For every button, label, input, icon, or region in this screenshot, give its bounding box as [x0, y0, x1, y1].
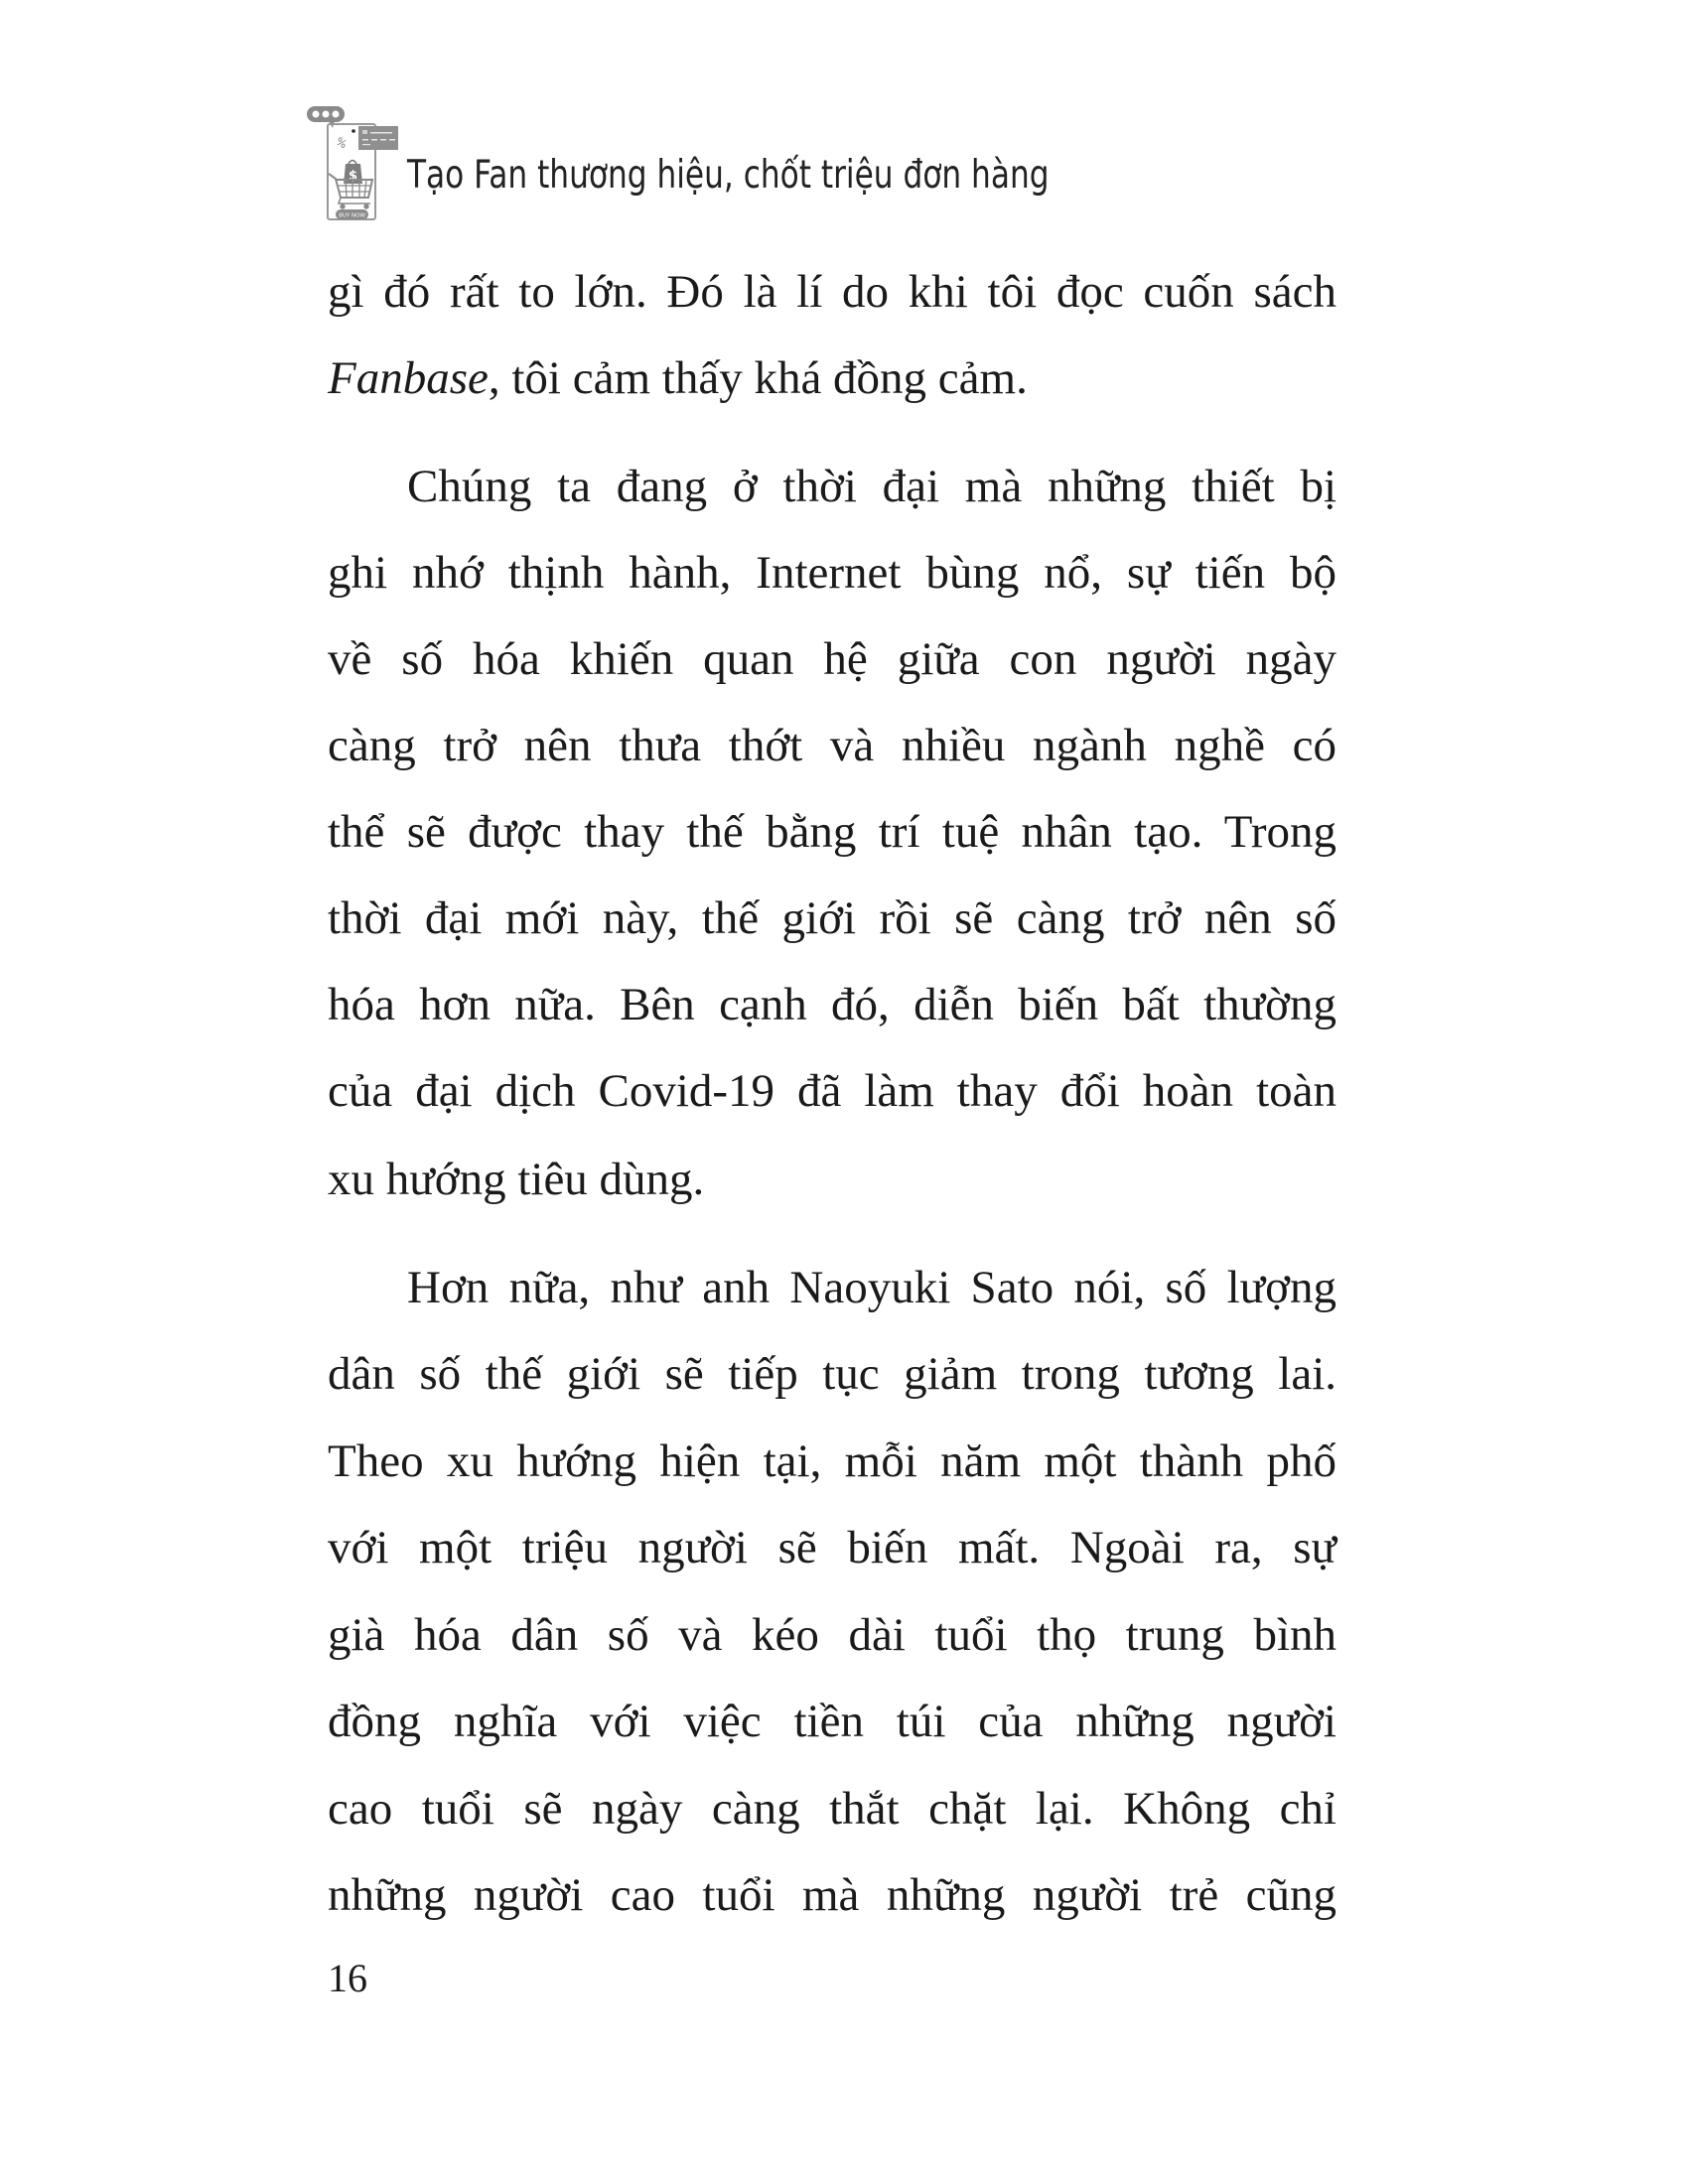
text-line: những người cao tuổi mà những người trẻ cũng: [328, 1869, 1336, 1921]
text-line: Theo xu hướng hiện tại, mỗi năm một thành phố: [328, 1435, 1336, 1487]
svg-text:%: %: [334, 134, 350, 152]
text-line: dân số thế giới sẽ tiếp tục giảm trong tương lai.: [328, 1348, 1336, 1400]
book-title-fanbase: Fanbase: [328, 352, 489, 404]
shopping-phone-icon: [303, 104, 402, 223]
text-line: ghi nhớ thịnh hành, Internet bùng nổ, sự tiến bộ: [328, 547, 1336, 599]
text-line: xu hướng tiêu dùng.: [328, 1154, 705, 1205]
shopping-cart-icon: [329, 174, 372, 208]
text-line: gì đó rất to lớn. Đó là lí do khi tôi đọc cuốn sách: [328, 266, 1336, 318]
svg-text:BUY NOW: BUY NOW: [339, 212, 365, 219]
page-number: 16: [328, 1956, 367, 2000]
buy-now-badge: [336, 209, 368, 219]
text-line: thể sẽ được thay thế bằng trí tuệ nhân tạo. Trong: [328, 806, 1336, 858]
text-line: hóa hơn nữa. Bên cạnh đó, diễn biến bất thường: [328, 979, 1336, 1030]
text-line: Hơn nữa, như anh Naoyuki Sato nói, số lượng: [407, 1262, 1336, 1313]
text-line: thời đại mới này, thế giới rồi sẽ càng trở nên số: [328, 892, 1336, 944]
text-line: Fanbase, tôi cảm thấy khá đồng cảm.: [328, 352, 1028, 404]
running-header: [303, 104, 1196, 223]
text-line: về số hóa khiến quan hệ giữa con người ngày: [328, 633, 1336, 685]
running-header-title: Tạo Fan thương hiệu, chốt triệu đơn hàng: [407, 153, 1050, 198]
svg-text:$: $: [349, 169, 358, 184]
text-line: cao tuổi sẽ ngày càng thắt chặt lại. Không chỉ: [328, 1783, 1336, 1835]
credit-card-icon: [358, 126, 398, 150]
text-line: đồng nghĩa với việc tiền túi của những người: [328, 1696, 1336, 1747]
text-line: càng trở nên thưa thớt và nhiều ngành nghề có: [328, 720, 1336, 771]
text-line: già hóa dân số và kéo dài tuổi thọ trung bình: [328, 1609, 1336, 1661]
text-line: với một triệu người sẽ biến mất. Ngoài ra, sự: [328, 1522, 1336, 1573]
text-line: của đại dịch Covid-19 đã làm thay đổi hoàn toàn: [328, 1065, 1336, 1117]
text-line: Chúng ta đang ở thời đại mà những thiết bị: [407, 461, 1336, 512]
